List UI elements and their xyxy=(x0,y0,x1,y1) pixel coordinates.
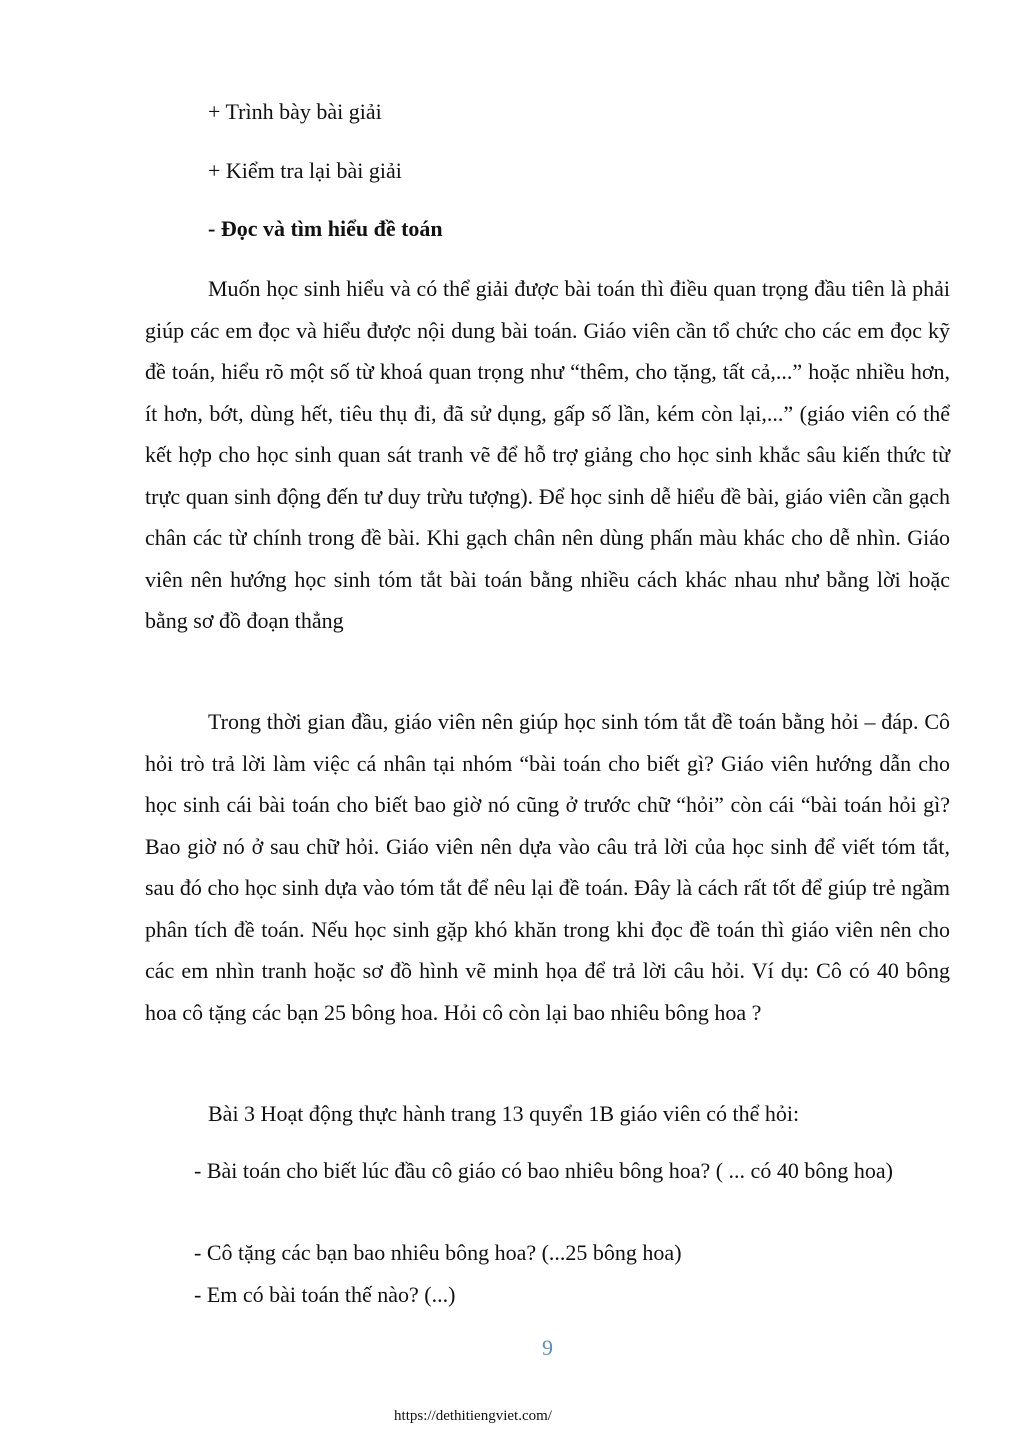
paragraph-summarize-problem: Trong thời gian đầu, giáo viên nên giúp học sinh tóm tắt đề toán bằng hỏi – đáp. Cô hỏi trò trả lời làm việc cá nhân tại nhóm “bài toán cho biết gì? Giáo viên hướng dẫn cho học sinh cái bài toán cho biết bao giờ nó cũng ở trước chữ “hỏi” còn cái “bài toán hỏi gì? Bao giờ nó ở sau chữ hỏi. Giáo viên nên dựa vào câu trả lời của học sinh để viết tóm tắt, sau đó cho học sinh dựa vào tóm tắt để nêu lại đề toán. Đây là cách rất tốt để giúp trẻ ngầm phân tích đề toán. Nếu học sinh gặp khó khăn trong khi đọc đề toán thì giáo viên nên cho các em nhìn tranh hoặc sơ đồ hình vẽ minh họa để trả lời câu hỏi. Ví dụ: Cô có 40 bông hoa cô tặng các bạn 25 bông hoa. Hỏi cô còn lại bao nhiêu bông hoa ? xyxy=(145,709,950,1025)
question-item-2: - Cô tặng các bạn bao nhiêu bông hoa? (...25 bông hoa) xyxy=(194,1240,682,1265)
paragraph-reading-problem: Muốn học sinh hiểu và có thể giải được bài toán thì điều quan trọng đầu tiên là phải giúp các em đọc và hiểu được nội dung bài toán. Giáo viên cần tổ chức cho các em đọc kỹ đề toán, hiểu rõ một số từ khoá quan trọng như “thêm, cho tặng, tất cả,...” hoặc nhiều hơn, ít hơn, bớt, dùng hết, tiêu thụ đi, đã sử dụng, gấp số lần, kém còn lại,...” (giáo viên có thể kết hợp cho học sinh quan sát tranh vẽ để hỗ trợ giảng cho học sinh khắc sâu kiến thức từ trực quan sinh động đến tư duy trừu tượng). Để học sinh dễ hiểu đề bài, giáo viên cần gạch chân các từ chính trong đề bài. Khi gạch chân nên dùng phấn màu khác cho dễ nhìn. Giáo viên nên hướng học sinh tóm tắt bài toán bằng nhiều cách khác nhau như bằng lời hoặc bằng sơ đồ đoạn thẳng xyxy=(145,276,950,633)
question-item-1: - Bài toán cho biết lúc đầu cô giáo có bao nhiêu bông hoa? ( ... có 40 bông hoa) xyxy=(194,1158,893,1183)
question-item-3: - Em có bài toán thế nào? (...) xyxy=(194,1282,456,1307)
step-present-line: + Trình bày bài giải xyxy=(208,99,382,124)
section-heading: - Đọc và tìm hiểu đề toán xyxy=(208,216,443,241)
footer-url: https://dethitiengviet.com/ xyxy=(394,1408,552,1424)
page-number: 9 xyxy=(542,1335,553,1360)
step-check-line: + Kiểm tra lại bài giải xyxy=(208,158,402,183)
paragraph-exercise-intro: Bài 3 Hoạt động thực hành trang 13 quyển 1B giáo viên có thể hỏi: xyxy=(208,1101,800,1126)
